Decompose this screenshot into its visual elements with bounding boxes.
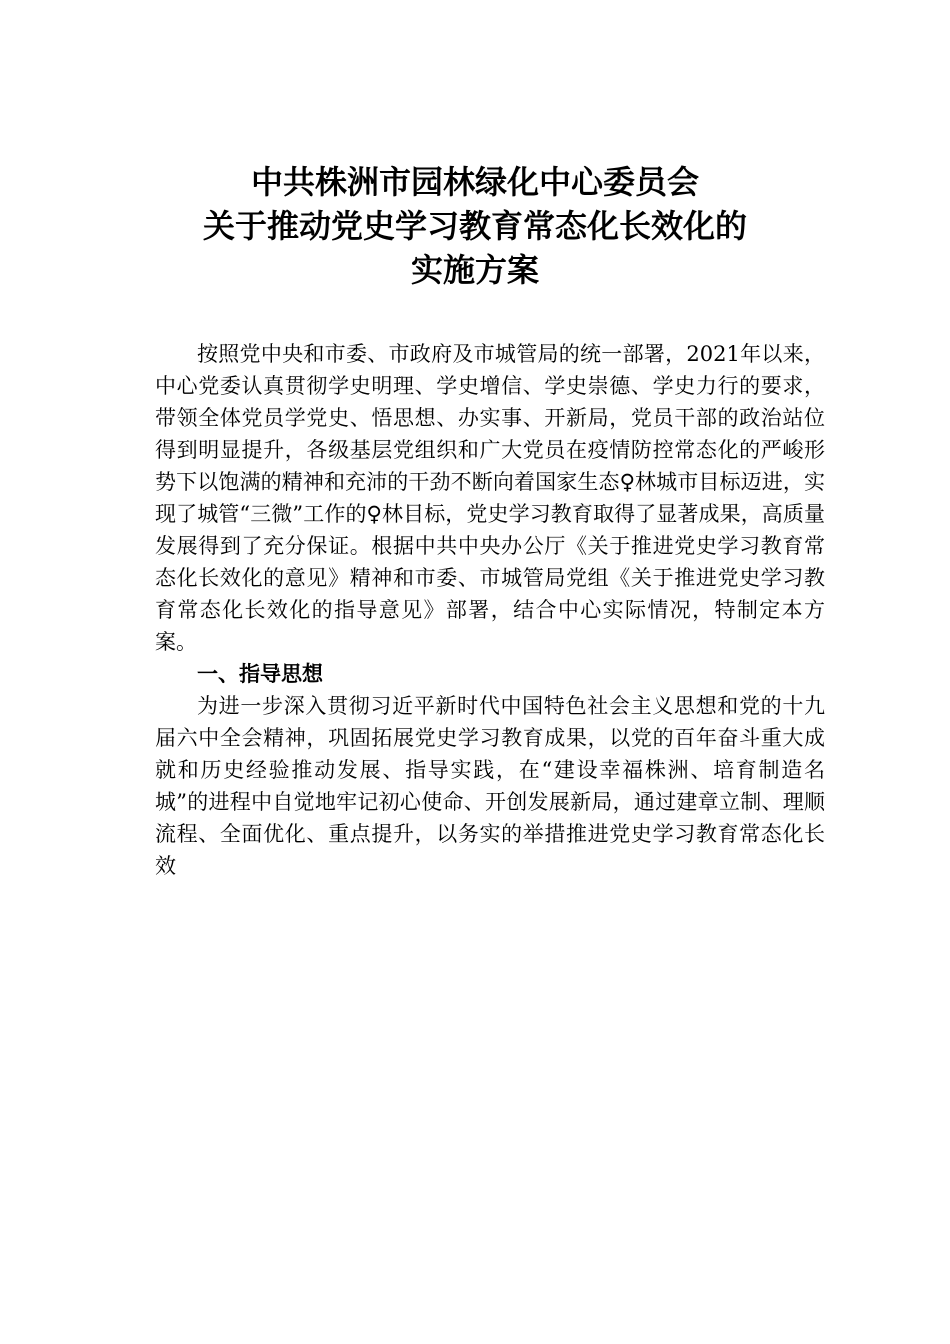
title-line-1: 中共株洲市园林绿化中心委员会: [250, 163, 699, 201]
section-paragraph-guiding-ideology: 为进一步深入贯彻习近平新时代中国特色社会主义思想和党的十九届六中全会精神，巩固拓展党史学习教育成果，以党的百年奋斗重大成就和历史经验推动发展、指导实践，在“建设幸福株洲、培育制造名城”的进程中自觉地牢记初心使命、开创发展新局，通过建章立制、理顺流程、全面优化、重点提升，以务实的举措推进党史学习教育常态化长效: [155, 694, 825, 878]
title-line-2: 关于推动党史学习教育常态化长效化的: [202, 207, 747, 245]
intro-paragraph: 按照党中央和市委、市政府及市城管局的统一部署，2021年以来，中心党委认真贯彻学史明理、学史增信、学史崇德、学史力行的要求，带领全体党员学党史、悟思想、办实事、开新局，党员干部的政治站位得到明显提升，各级基层党组织和广大党员在疫情防控常态化的严峻形势下以饱满的精神和充沛的干劲不断向着国家生态♀林城市目标迈进，实现了城管“三微”工作的♀林目标，党史学习教育取得了显著成果，高质量发展得到了充分保证。根据中共中央办公厅《关于推进党史学习教育常态化长效化的意见》精神和市委、市城管局党组《关于推进党史学习教育常态化长效化的指导意见》部署，结合中心实际情况，特制定本方案。: [155, 342, 825, 654]
section-heading-guiding-ideology: 一、指导思想: [197, 662, 323, 686]
title-line-3: 实施方案: [410, 251, 539, 289]
document-body: [155, 338, 825, 882]
document-title: [0, 160, 950, 292]
